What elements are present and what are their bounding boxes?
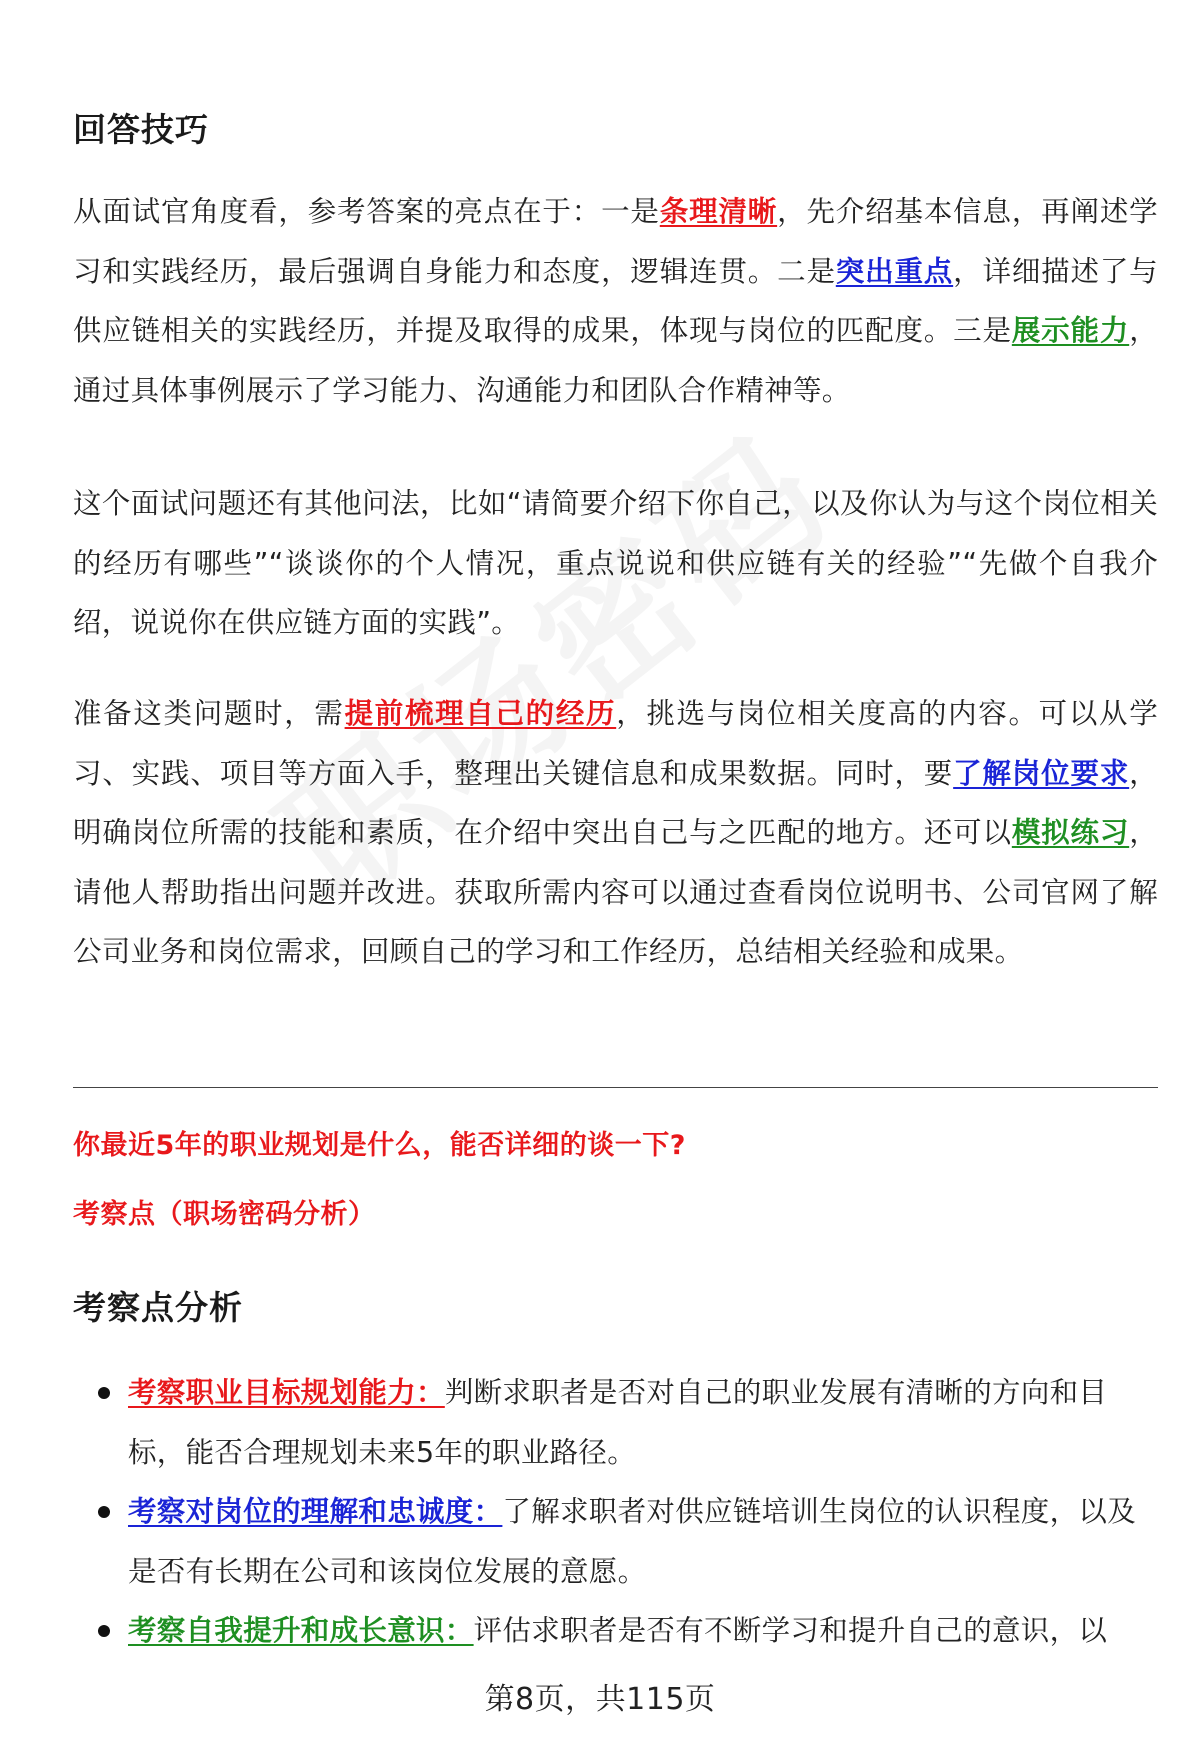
highlight-focus: 突出重点: [835, 254, 954, 288]
section-heading-assessment-analysis: 考察点分析: [73, 1288, 243, 1327]
list-item: [73, 1601, 1158, 1661]
highlight-logic: 条理清晰: [659, 195, 778, 228]
highlight-review-experience: 提前梳理自己的经历: [344, 697, 617, 730]
bullet-label: 考察自我提升和成长意识：: [128, 1614, 474, 1647]
text-run: ，明确岗位所需的技能和素质，在介绍中突出自己与之匹配的地方。还可以: [73, 756, 1158, 849]
bullet-text: 了解求职者对供应链培训生岗位的认识程度，以及是否有长期在公司和该岗位发展的意愿。: [128, 1495, 1137, 1588]
bullet-label: 考察职业目标规划能力：: [128, 1376, 445, 1409]
text-run: ，请他人帮助指出问题并改进。获取所需内容可以通过查看岗位说明书、公司官网了解公司业务和岗位需求，回顾自己的学习和工作经历，总结相关经验和成果。: [73, 816, 1158, 968]
highlight-mock-practice: 模拟练习: [1011, 816, 1130, 849]
paragraph-highlights: [73, 182, 1158, 420]
text-run: 准备这类问题时，需: [73, 697, 345, 730]
text-run: ，详细描述了与供应链相关的实践经历，并提及取得的成果，体现与岗位的匹配度。三是: [73, 254, 1158, 347]
assessment-label: 考察点（职场密码分析）: [73, 1199, 376, 1230]
text-run: ，先介绍基本信息，再阐述学习和实践经历，最后强调自身能力和态度，逻辑连贯。二是: [73, 195, 1158, 288]
paragraph-alternative-questions: 这个面试问题还有其他问法，比如“请简要介绍下你自己，以及你认为与这个岗位相关的经历有哪些”“谈谈你的个人情况，重点说说和供应链有关的经验”“先做个自我介绍，说说你在供应链方面的实践”。: [73, 487, 1158, 639]
section-divider: [73, 1087, 1158, 1088]
bullet-label: 考察对岗位的理解和忠诚度：: [128, 1495, 503, 1528]
paragraph-preparation: [73, 684, 1158, 982]
interview-question: 你最近5年的职业规划是什么，能否详细的谈一下?: [73, 1130, 686, 1161]
bullet-dot-icon: [98, 1506, 110, 1518]
highlight-job-requirements: 了解岗位要求: [953, 756, 1130, 790]
bullet-text: 评估求职者是否有不断学习和提升自己的意识，以: [473, 1614, 1108, 1647]
bullet-dot-icon: [98, 1387, 110, 1399]
page-number-footer: 第8页，共115页: [484, 1682, 716, 1717]
list-item: [73, 1482, 1158, 1601]
section-heading-answer-tips: 回答技巧: [73, 110, 209, 149]
bullet-dot-icon: [98, 1625, 110, 1637]
assessment-bullet-list: [73, 1363, 1158, 1661]
list-item: [73, 1363, 1158, 1482]
text-run: 从面试官角度看，参考答案的亮点在于：一是: [73, 195, 660, 228]
highlight-ability: 展示能力: [1011, 314, 1130, 347]
text-run: ，通过具体事例展示了学习能力、沟通能力和团队合作精神等。: [73, 314, 1158, 407]
text-run: ，挑选与岗位相关度高的内容。可以从学习、实践、项目等方面入手，整理出关键信息和成果数据。同时，要: [73, 697, 1158, 790]
bullet-text: 判断求职者是否对自己的职业发展有清晰的方向和目标，能否合理规划未来5年的职业路径。: [128, 1376, 1108, 1469]
